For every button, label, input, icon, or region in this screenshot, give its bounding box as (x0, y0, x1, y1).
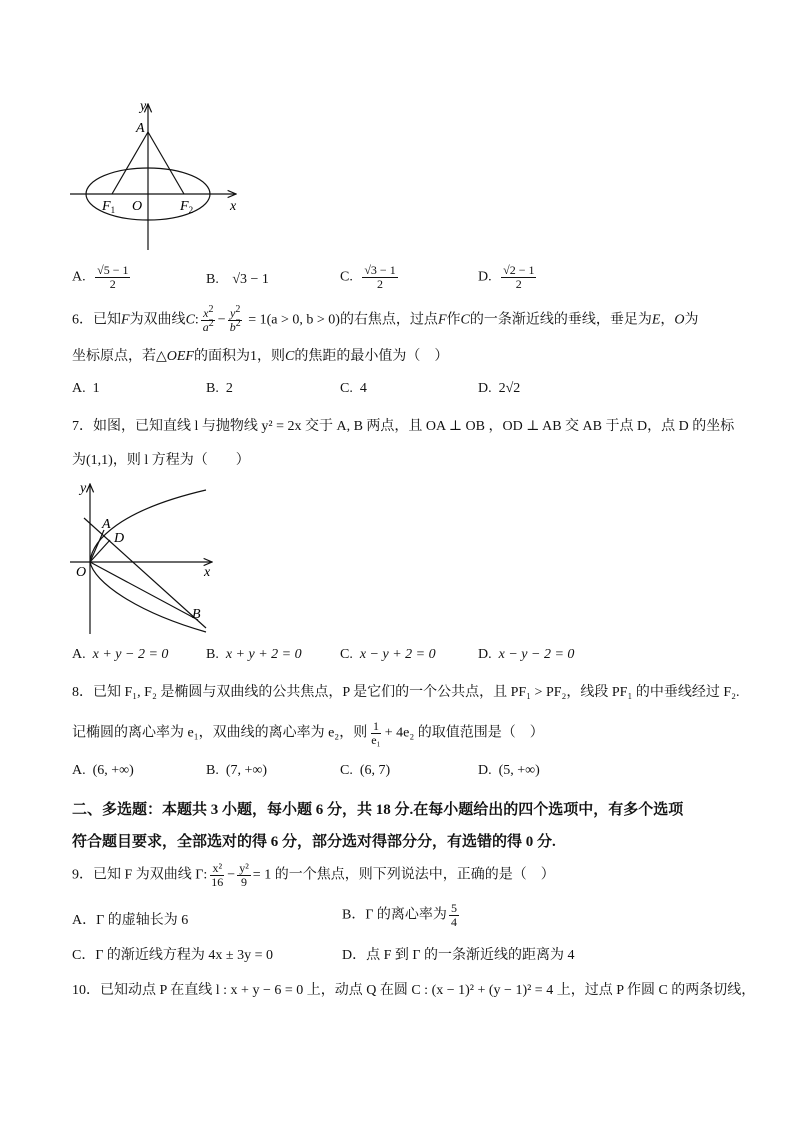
label-y: y (140, 99, 147, 114)
q7-stem-line2: 为(1,1)，则 l 方程为（ ） (72, 453, 250, 468)
q9-option-a[interactable]: A．Γ 的虚轴长为 6 (72, 913, 189, 928)
q7-option-c[interactable]: C. x − y + 2 = 0 (340, 647, 436, 662)
q5-option-b[interactable]: B. √3 − 1 (206, 272, 269, 287)
q9-option-d[interactable]: D．点 F 到 Γ 的一条渐近线的距离为 4 (342, 948, 575, 963)
q5-option-a[interactable]: A. $\frac{√5 - 1}{2}$ (72, 263, 129, 291)
q9-stem: 9．已知 F 为双曲线 Γ: $\frac{\text{x²}}{16}$ − $\frac{\text{y²}}{9}$ = 1 的一个焦点，则下列说法中，正确的是（ ） (72, 861, 555, 889)
label-d: D (114, 531, 125, 546)
q8-option-a[interactable]: A. (6, +∞) (72, 763, 134, 778)
section-heading-line1: 二、多选题：本题共 3 小题，每小题 6 分，共 18 分.在每小题给出的四个选项中，有多个选项 (72, 802, 684, 818)
q8-stem-line1: 8．已知 F₁, F₂ 是椭圆与双曲线的公共焦点，P 是它们的一个公共点，且 PF₁ > PF₂，线段 PF₁ 的中垂线经过 F₂. (72, 685, 740, 700)
label-o: O (76, 565, 87, 580)
q6-option-d[interactable]: D. 2√2 (478, 381, 521, 396)
q6-option-c[interactable]: C. 4 (340, 381, 367, 396)
label-a: A (102, 517, 111, 532)
q6-stem-line2: 坐标原点，若△OEF的面积为1，则C的焦距的最小值为（ ） (72, 349, 449, 364)
label-f1: $F_1$ (102, 199, 116, 215)
q9-option-b[interactable]: B．Γ 的离心率为 $\frac{5}{4}$ (342, 901, 457, 929)
q6-stem-line1: 6．已知F为双曲线C: $\frac{x^2}{a^2}$ − $\frac{y^2}{b^2}$ = 1(a > 0, b > 0)的右焦点，过点F作C的一条渐近线的垂线，垂足为E，O为 (72, 304, 699, 334)
q8-option-c[interactable]: C. (6, 7) (340, 763, 391, 778)
q8-option-b[interactable]: B. (7, +∞) (206, 763, 268, 778)
label-x: x (230, 199, 237, 214)
section-heading-line2: 符合题目要求，全部选对的得 6 分，部分选对得部分分，有选错的得 0 分. (72, 834, 556, 850)
q6-option-a[interactable]: A. 1 (72, 381, 100, 396)
label-a: A (136, 121, 145, 136)
label-y: y (80, 481, 87, 496)
label-f2: $F_2$ (180, 199, 194, 215)
segment-af2 (148, 132, 184, 194)
ellipse-figure (70, 98, 250, 254)
label-b: B (192, 607, 201, 622)
q8-option-d[interactable]: D. (5, +∞) (478, 763, 540, 778)
q5-option-c[interactable]: C. $\frac{√3 - 1}{2}$ (340, 263, 396, 291)
segment-oa (90, 530, 104, 562)
parabola-lower-branch (90, 562, 206, 632)
parabola-figure (70, 478, 222, 636)
segment-af1 (112, 132, 148, 194)
q7-option-b[interactable]: B. x + y + 2 = 0 (206, 647, 302, 662)
q6-option-b[interactable]: B. 2 (206, 381, 233, 396)
q10-stem-line1: 10．已知动点 P 在直线 l : x + y − 6 = 0 上，动点 Q 在圆 C : (x − 1)² + (y − 1)² = 4 上，过点 P 作圆 C 的两条切线， (72, 983, 756, 998)
segment-ob (90, 562, 198, 620)
label-x: x (204, 565, 211, 580)
q9-option-c[interactable]: C．Γ 的渐近线方程为 4x ± 3y = 0 (72, 948, 274, 963)
q5-option-d[interactable]: D. $\frac{√2 - 1}{2}$ (478, 263, 535, 291)
label-o: O (132, 199, 143, 214)
q8-stem-line2: 记椭圆的离心率为 e₁，双曲线的离心率为 e₂，则 $\frac{1}{\text{e₁}}$ + 4e₂ 的取值范围是（ ） (72, 719, 544, 747)
q7-option-d[interactable]: D. x − y − 2 = 0 (478, 647, 575, 662)
q7-stem-line1: 7．如图，已知直线 l 与抛物线 y² = 2x 交于 A, B 两点，且 OA ⊥ OB ，OD ⊥ AB 交 AB 于点 D，点 D 的坐标 (72, 419, 735, 434)
q7-option-a[interactable]: A. x + y − 2 = 0 (72, 647, 169, 662)
